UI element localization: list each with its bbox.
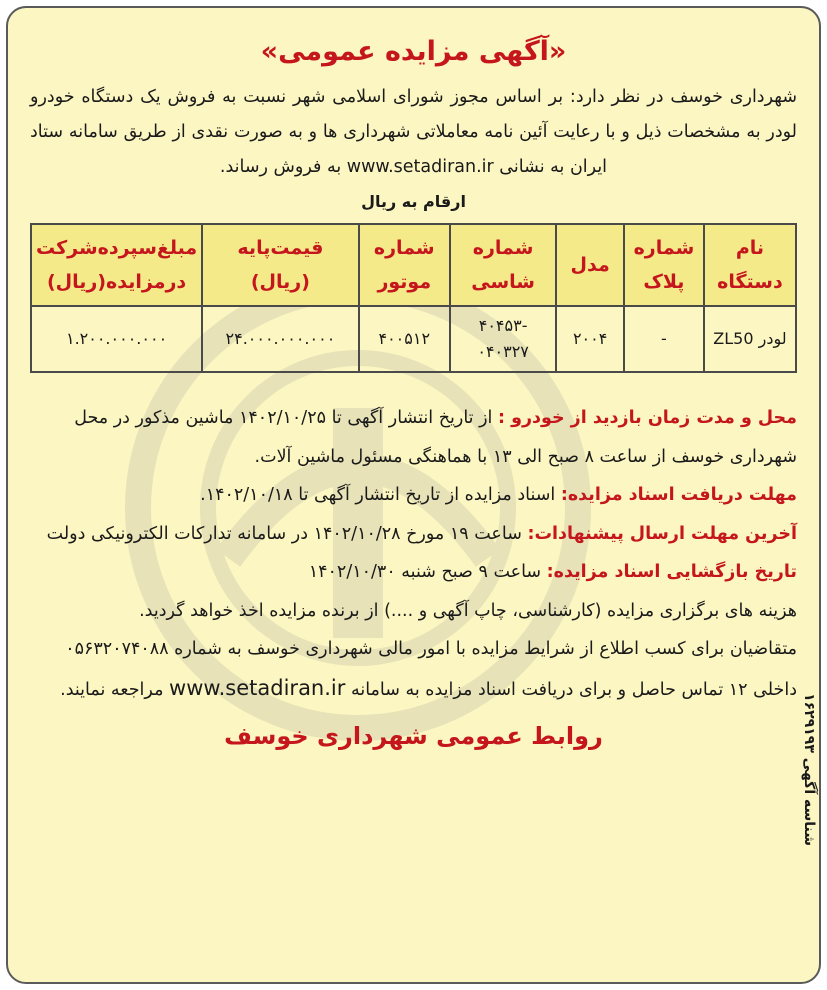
visit-text: از تاریخ انتشار آگهی تا ۱۴۰۲/۱۰/۲۵ ماشین مذکور در محل شهرداری خوسف از ساعت ۸ صبح الی ۱۳ با هماهنگی مسئول ماشین آلات. <box>74 408 797 467</box>
visit-label: محل و مدت زمان بازدید از خودرو : <box>497 408 797 428</box>
opening-text: ساعت ۹ صبح شنبه ۱۴۰۲/۱۰/۳۰ <box>308 562 542 582</box>
cell-model: ۲۰۰۴ <box>556 306 624 372</box>
header-chassis-number: شماره شاسی <box>450 224 556 306</box>
submission-text: ساعت ۱۹ مورخ ۱۴۰۲/۱۰/۲۸ در سامانه تدارکات الکترونیکی دولت <box>46 523 522 544</box>
cell-engine-number: ۴۰۰۵۱۲ <box>359 306 450 372</box>
footer-signature: روابط عمومی شهرداری خوسف <box>224 722 603 750</box>
notice-body <box>30 399 797 709</box>
website-link[interactable]: www.setadiran.ir <box>169 675 346 700</box>
cell-chassis-number: -۴۰۴۵۳ ۰۴۰۳۲۷ <box>450 306 556 372</box>
docs-deadline-text: اسناد مزایده از تاریخ انتشار آگهی تا ۱۴۰۲/۱۰/۱۸. <box>200 485 556 505</box>
costs-info: هزینه های برگزاری مزایده (کارشناسی، چاپ آگهی و ....) از برنده مزایده اخذ خواهد گردید. <box>139 600 797 621</box>
header-base-price: قیمت‌پایه (ریال) <box>202 224 359 306</box>
header-device-name: نام دستگاه <box>704 224 796 306</box>
visit-info <box>30 399 797 476</box>
docs-deadline-label: مهلت دریافت اسناد مزایده: <box>560 485 797 505</box>
opening-label: تاریخ بازگشایی اسناد مزایده: <box>546 562 797 582</box>
notice-title: «آگهی مزایده عمومی» <box>260 36 567 67</box>
submission-label: آخرین مهلت ارسال پیشنهادات: <box>527 523 797 544</box>
vehicle-table <box>30 223 797 373</box>
contact-info <box>30 630 797 709</box>
cell-deposit-amount: ۱.۲۰۰.۰۰۰.۰۰۰ <box>31 306 202 372</box>
header-model: مدل <box>556 224 624 306</box>
auction-notice <box>6 6 821 984</box>
table-row <box>31 306 796 372</box>
cell-plate-number: - <box>624 306 704 372</box>
docs-deadline-info <box>30 476 797 515</box>
cell-base-price: ۲۴.۰۰۰.۰۰۰.۰۰۰ <box>202 306 359 372</box>
notice-id: شناسه آگهی ۱۶۲۹۱۹۳ <box>801 693 817 846</box>
cell-device-name: لودر ZL50 <box>704 306 796 372</box>
header-plate-number: شماره پلاک <box>624 224 704 306</box>
header-deposit-amount: مبلغ‌سپرده‌شرکت درمزایده(ریال) <box>31 224 202 306</box>
currency-note: ارقام به ریال <box>361 192 466 211</box>
intro-paragraph: شهرداری خوسف در نظر دارد: بر اساس مجوز شورای اسلامی شهر نسبت به فروش یک دستگاه خودرو لودر به مشخصات ذیل و با رعایت آئین نامه معاملاتی شهرداری ها و به صورت نقدی از طریق سامانه ستاد ایران به نشانی www.setadiran.ir به فروش رساند. <box>30 87 797 177</box>
submission-info <box>30 515 797 592</box>
refer-text: مراجعه نمایند. <box>60 679 164 700</box>
table-header-row <box>31 224 796 306</box>
header-engine-number: شماره موتور <box>359 224 450 306</box>
contact-text: متقاضیان برای کسب اطلاع از شرایط مزایده با امور مالی شهرداری خوسف به شماره ۰۵۶۳۲۰۷۴۰۸۸ داخلی ۱۲ تماس حاصل و برای دریافت اسناد مزایده به سامانه <box>65 639 797 700</box>
